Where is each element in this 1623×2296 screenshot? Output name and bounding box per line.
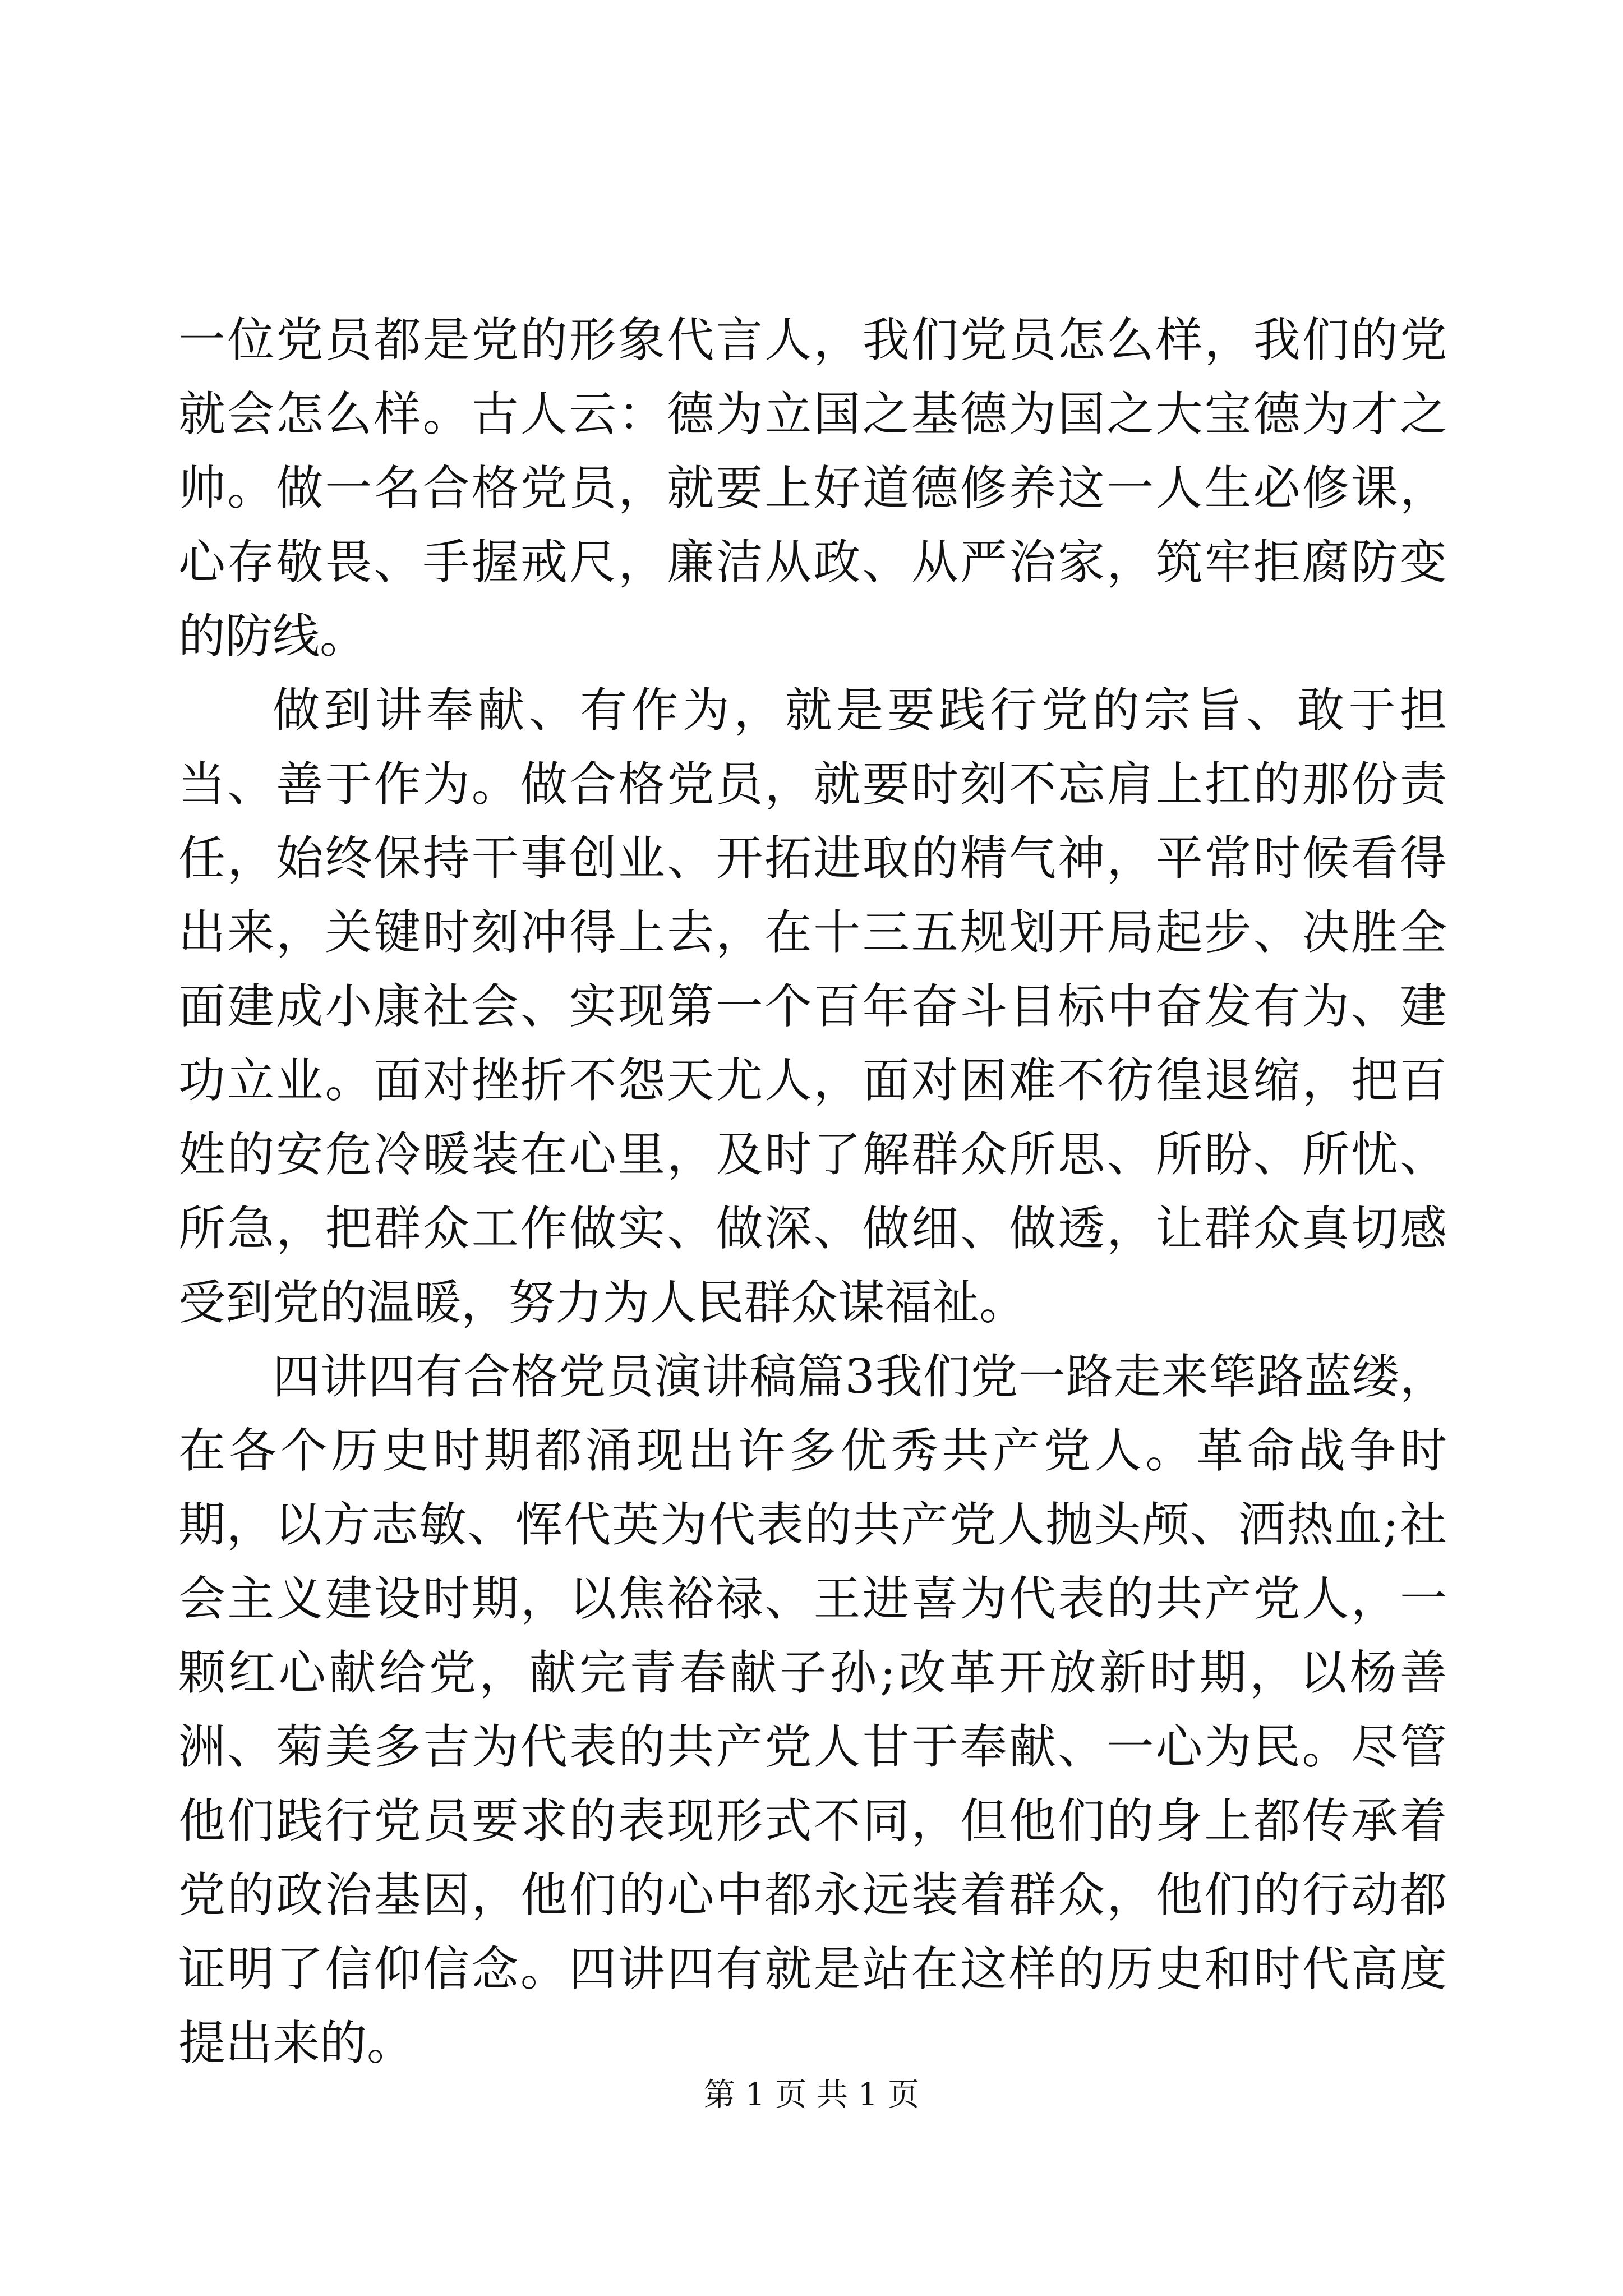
paragraph-2: 做到讲奉献、有作为，就是要践行党的宗旨、敢于担当、善于作为。做合格党员，就要时刻不忘肩上扛的那份责任，始终保持干事创业、开拓进取的精气神，平常时候看得出来，关键时刻冲得上去，在十三五规划开局起步、决胜全面建成小康社会、实现第一个百年奋斗目标中奋发有为、建功立业。面对挫折不怨天尤人，面对困难不彷徨退缩，把百姓的安危冷暖装在心里，及时了解群众所思、所盼、所忧、所急，把群众工作做实、做深、做细、做透，让群众真切感受到党的温暖，努力为人民群众谋福祉。 bbox=[178, 683, 1447, 1330]
page-footer: 第 1 页 共 1 页 bbox=[703, 2077, 920, 2113]
paragraph-1: 一位党员都是党的形象代言人，我们党员怎么样，我们的党就会怎么样。古人云：德为立国之基德为国之大宝德为才之帅。做一名合格党员，就要上好道德修养这一人生必修课，心存敬畏、手握戒尺，廉洁从政、从严治家，筑牢拒腐防变的防线。 bbox=[178, 312, 1447, 664]
document-body bbox=[178, 303, 1447, 2080]
paragraph-3: 四讲四有合格党员演讲稿篇3我们党一路走来筚路蓝缕，在各个历史时期都涌现出许多优秀共产党人。革命战争时期，以方志敏、恽代英为代表的共产党人抛头颅、洒热血;社会主义建设时期，以焦裕禄、王进喜为代表的共产党人，一颗红心献给党，献完青春献子孙;改革开放新时期，以杨善洲、菊美多吉为代表的共产党人甘于奉献、一心为民。尽管他们践行党员要求的表现形式不同，但他们的身上都传承着党的政治基因，他们的心中都永远装着群众，他们的行动都证明了信仰信念。四讲四有就是站在这样的历史和时代高度提出来的。 bbox=[178, 1349, 1447, 2070]
